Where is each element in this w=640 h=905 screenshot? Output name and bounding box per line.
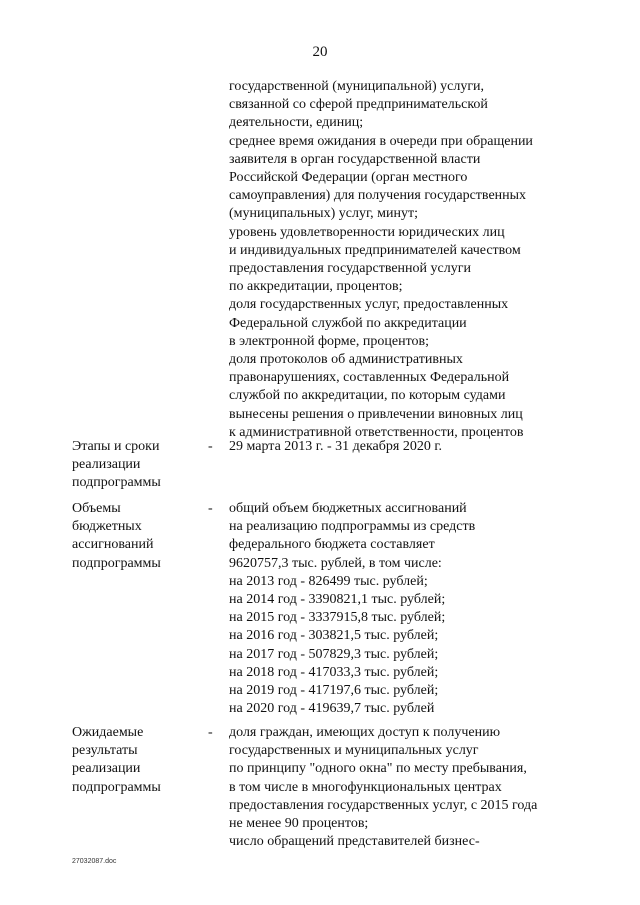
text-line: по принципу "одного окна" по месту пребывания,	[229, 761, 527, 777]
text-line: связанной со сферой предпринимательской	[229, 97, 488, 113]
text-line: предоставления государственной услуги	[229, 261, 471, 277]
text-line: правонарушениях, составленных Федеральной	[229, 370, 510, 386]
text-line: Российской Федерации (орган местного	[229, 170, 468, 186]
text-line: уровень удовлетворенности юридических лиц	[229, 224, 505, 240]
text-line: подпрограммы	[72, 475, 161, 491]
text-line: подпрограммы	[72, 779, 161, 795]
text-line: деятельности, единиц;	[229, 115, 364, 131]
text-line: службой по аккредитации, по которым судами	[229, 388, 506, 404]
section-label	[72, 724, 202, 797]
text-line: на 2020 год - 419639,7 тыс. рублей	[229, 701, 435, 717]
text-line: на 2016 год - 303821,5 тыс. рублей;	[229, 628, 439, 644]
text-line: реализации	[72, 457, 141, 473]
text-line: Федеральной службой по аккредитации	[229, 315, 467, 331]
text-line: доля государственных услуг, предоставленных	[229, 297, 509, 313]
text-line: среднее время ожидания в очереди при обращении	[229, 133, 533, 149]
document-filename: 27032087.doc	[72, 858, 117, 865]
text-line: предоставления государственных услуг, с 2015 года	[229, 797, 538, 813]
section-label	[72, 438, 202, 493]
text-line: заявителя в орган государственной власти	[229, 151, 481, 167]
text-line: число обращений представителей бизнес-	[229, 834, 480, 850]
text-line: реализации	[72, 761, 141, 777]
text-line: подпрограммы	[72, 555, 161, 571]
section-content	[229, 438, 629, 456]
text-line: 29 марта 2013 г. - 31 декабря 2020 г.	[229, 439, 442, 454]
text-line: бюджетных	[72, 519, 142, 535]
continuation-text	[229, 78, 629, 442]
section-content	[229, 724, 629, 851]
text-line: федерального бюджета составляет	[229, 537, 435, 553]
text-line: на 2014 год - 3390821,1 тыс. рублей;	[229, 592, 446, 608]
text-line: доля граждан, имеющих доступ к получению	[229, 725, 501, 740]
text-line: к административной ответственности, процентов	[229, 424, 524, 440]
text-line: и индивидуальных предпринимателей качеством	[229, 242, 521, 258]
text-line: общий объем бюджетных ассигнований	[229, 501, 467, 516]
text-line: по аккредитации, процентов;	[229, 279, 403, 295]
section-content	[229, 500, 629, 718]
text-line: не менее 90 процентов;	[229, 816, 369, 832]
text-line: государственных и муниципальных услуг	[229, 743, 479, 759]
text-line: самоуправления) для получения государственных	[229, 188, 527, 204]
dash-separator: -	[208, 501, 213, 516]
text-line: ассигнований	[72, 537, 154, 553]
text-line: на 2013 год - 826499 тыс. рублей;	[229, 573, 428, 589]
text-line: в электронной форме, процентов;	[229, 333, 430, 349]
text-line: Этапы и сроки	[72, 439, 160, 454]
text-line: на 2017 год - 507829,3 тыс. рублей;	[229, 646, 439, 662]
text-line: вынесены решения о привлечении виновных лиц	[229, 406, 523, 422]
text-line: 9620757,3 тыс. рублей, в том числе:	[229, 555, 442, 571]
text-line: на 2018 год - 417033,3 тыс. рублей;	[229, 664, 439, 680]
text-line: результаты	[72, 743, 138, 759]
text-line: (муниципальных) услуг, минут;	[229, 206, 418, 222]
text-line: на реализацию подпрограммы из средств	[229, 519, 476, 535]
text-line: на 2019 год - 417197,6 тыс. рублей;	[229, 683, 439, 699]
dash-separator: -	[208, 725, 213, 740]
text-line: государственной (муниципальной) услуги,	[229, 79, 485, 94]
text-line: на 2015 год - 3337915,8 тыс. рублей;	[229, 610, 446, 626]
page-number: 20	[312, 44, 328, 60]
dash-separator: -	[208, 439, 213, 454]
text-line: Ожидаемые	[72, 725, 144, 740]
text-line: доля протоколов об административных	[229, 352, 463, 368]
text-line: Объемы	[72, 501, 121, 516]
text-line: в том числе в многофункциональных центрах	[229, 779, 502, 795]
section-label	[72, 500, 202, 573]
